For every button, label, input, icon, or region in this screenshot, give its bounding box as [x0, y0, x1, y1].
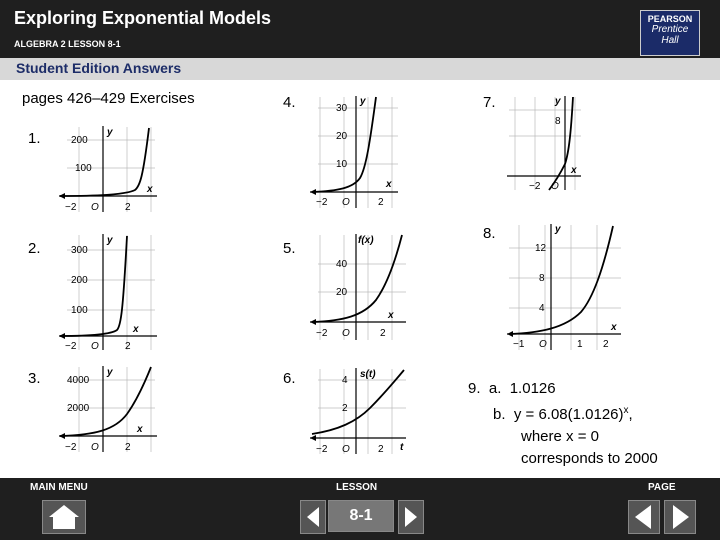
origin-label: O — [91, 442, 99, 453]
tick-label: 2 — [603, 339, 609, 350]
exercise-2-label: 2. — [28, 240, 41, 257]
tick-label: 2 — [378, 444, 384, 455]
tick-label: 12 — [535, 243, 547, 254]
page-label: PAGE — [648, 482, 676, 493]
origin-label: O — [539, 339, 547, 350]
answer-9b-line4: corresponds to 2000 — [521, 450, 658, 467]
header-bar — [0, 0, 720, 58]
exercise-8-label: 8. — [483, 225, 496, 242]
chevron-left-icon — [301, 501, 325, 533]
answer-9b-line3: where x = 0 — [521, 428, 599, 445]
x-axis-label: t — [400, 442, 404, 453]
origin-label: O — [342, 328, 350, 339]
answer-9b-exponent: x — [623, 405, 629, 416]
tick-label: 20 — [336, 287, 348, 298]
x-axis-label: x — [386, 179, 392, 190]
exercise-5-label: 5. — [283, 240, 296, 257]
y-axis-label: y — [107, 235, 113, 246]
tick-label: 2 — [125, 341, 131, 352]
page-prev-button[interactable] — [628, 500, 660, 534]
answer-9a-label: a. — [488, 380, 502, 397]
tick-label: 2 — [125, 442, 131, 453]
exercise-2-graph — [55, 230, 160, 352]
exercise-3-graph — [55, 362, 160, 454]
lesson-subtitle: ALGEBRA 2 LESSON 8-1 — [14, 39, 121, 49]
main-menu-label: MAIN MENU — [30, 482, 88, 493]
logo-line-2: Prentice — [651, 24, 689, 35]
lesson-prev-button[interactable] — [300, 500, 326, 534]
tick-label: 2 — [125, 202, 131, 213]
tick-label: 4000 — [67, 375, 90, 386]
exercise-4-label: 4. — [283, 94, 296, 111]
tick-label: 1 — [577, 339, 583, 350]
section-band — [0, 58, 720, 80]
exercise-1-graph — [55, 122, 160, 214]
answer-9b-equation: y = 6.08(1.0126) — [513, 406, 624, 423]
answer-9a-value: 1.0126 — [509, 380, 556, 397]
tick-label: −2 — [316, 444, 328, 455]
y-axis-label: y — [107, 127, 113, 138]
tick-label: 100 — [75, 163, 92, 174]
page-next-button[interactable] — [664, 500, 696, 534]
y-axis-label: y — [555, 224, 561, 235]
tick-label: −2 — [529, 181, 541, 192]
section-band-label: Student Edition Answers — [16, 60, 182, 76]
exercise-3-label: 3. — [28, 370, 41, 387]
logo-line-1: PEARSON — [647, 14, 693, 24]
y-axis-label: y — [107, 367, 113, 378]
answers-body — [0, 80, 720, 470]
exercise-8-graph — [505, 220, 623, 352]
tick-label: 4 — [342, 375, 348, 386]
tick-label: 200 — [71, 135, 88, 146]
publisher-logo — [640, 10, 700, 56]
x-axis-label: x — [571, 165, 577, 176]
lesson-number: 8-1 — [328, 500, 394, 532]
tick-label: 30 — [336, 103, 348, 114]
x-axis-label: x — [388, 310, 394, 321]
y-axis-label: y — [555, 96, 561, 107]
x-axis-label: x — [133, 324, 139, 335]
lesson-next-button[interactable] — [398, 500, 424, 534]
origin-label: O — [342, 444, 350, 455]
tick-label: 2 — [342, 403, 348, 414]
answer-9 — [468, 378, 658, 470]
footer-bar — [0, 478, 720, 540]
exercise-7-label: 7. — [483, 94, 496, 111]
page-title: Exploring Exponential Models — [14, 8, 272, 28]
exercises-heading: pages 426–429 Exercises — [22, 90, 195, 107]
triangle-left-icon — [629, 501, 659, 533]
tick-label: 300 — [71, 245, 88, 256]
tick-label: −2 — [65, 341, 77, 352]
tick-label: 8 — [555, 116, 561, 127]
tick-label: 100 — [71, 305, 88, 316]
answer-9-number: 9. — [468, 380, 481, 397]
chevron-right-icon — [399, 501, 423, 533]
tick-label: −2 — [316, 328, 328, 339]
tick-label: 2 — [378, 197, 384, 208]
exercise-6-label: 6. — [283, 370, 296, 387]
origin-label: O — [91, 341, 99, 352]
tick-label: −2 — [65, 202, 77, 213]
main-menu-button[interactable] — [42, 500, 86, 534]
tick-label: 2000 — [67, 403, 90, 414]
tick-label: 4 — [539, 303, 545, 314]
lesson-label: LESSON — [336, 482, 378, 493]
logo-line-3: Hall — [661, 35, 679, 46]
exercise-6-graph — [308, 364, 410, 456]
origin-label: O — [91, 202, 99, 213]
x-axis-label: x — [147, 184, 153, 195]
tick-label: 10 — [336, 159, 348, 170]
exercise-4-graph — [308, 92, 400, 210]
answer-9b-label: b. — [493, 406, 506, 423]
triangle-right-icon — [665, 501, 695, 533]
x-axis-label: x — [137, 424, 143, 435]
tick-label: 8 — [539, 273, 545, 284]
exercise-1-label: 1. — [28, 130, 41, 147]
y-axis-label: f(x) — [358, 235, 374, 246]
exercise-5-graph — [308, 230, 410, 342]
tick-label: −2 — [316, 197, 328, 208]
y-axis-label: s(t) — [360, 369, 376, 380]
x-axis-label: x — [611, 322, 617, 333]
tick-label: 40 — [336, 259, 348, 270]
tick-label: 200 — [71, 275, 88, 286]
tick-label: 2 — [380, 328, 386, 339]
y-axis-label: y — [360, 96, 366, 107]
answer-9b-comma: , — [628, 406, 633, 423]
exercise-7-graph — [505, 92, 583, 192]
home-icon — [43, 501, 85, 533]
tick-label: 20 — [336, 131, 348, 142]
origin-label: O — [342, 197, 350, 208]
origin-label: O — [551, 181, 559, 192]
tick-label: −1 — [513, 339, 525, 350]
tick-label: −2 — [65, 442, 77, 453]
